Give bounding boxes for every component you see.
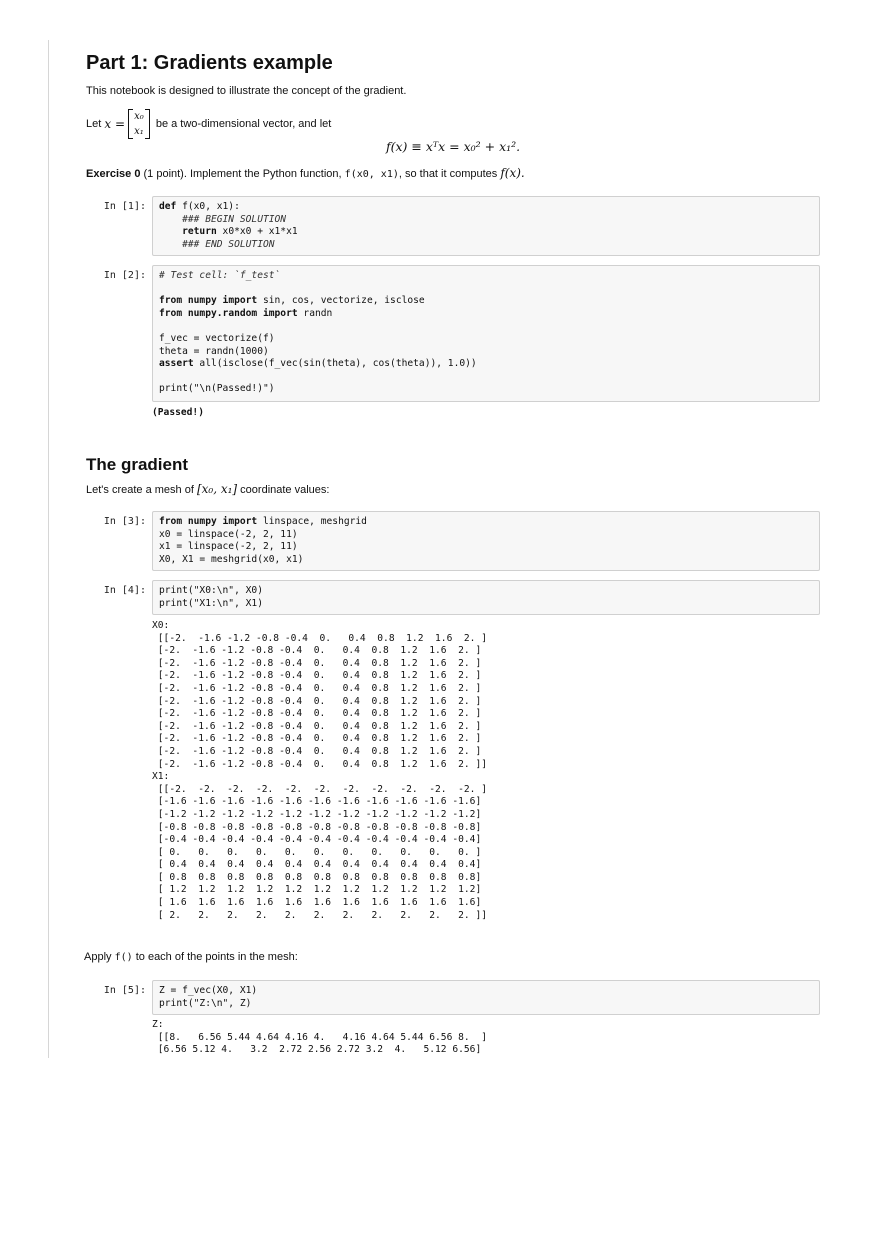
formula-f: f(x) ≡ xᵀx = x₀² + x₁². [386, 139, 521, 154]
code-line: x0*x0 + x1*x1 [216, 226, 298, 238]
apply-text-a: Apply [84, 951, 112, 963]
exercise-label: Exercise 0 [86, 168, 141, 180]
kw-import: import [222, 516, 258, 527]
code-comment: # Test cell: `f_test` [159, 270, 281, 281]
code-line: f(x0, x1): [176, 201, 240, 212]
cell-prompt: In [1]: [103, 201, 146, 212]
code-line: randn [297, 307, 333, 319]
mesh-text-b: coordinate values: [240, 484, 330, 496]
apply-line [84, 950, 298, 965]
code-line: linspace, meshgrid [257, 516, 367, 527]
code-editor[interactable] [152, 980, 820, 1015]
output-text: (Passed!) [152, 407, 204, 418]
code-line: f_vec = vectorize(f) [159, 332, 275, 344]
mesh-line [86, 482, 329, 497]
code-line: x0 = linspace(-2, 2, 11) [159, 528, 298, 540]
intro-text: This notebook is designed to illustrate the concept of the gradient. [86, 85, 407, 97]
code-line: print("\n(Passed!)") [159, 383, 275, 395]
mesh-math: [x₀, x₁] [196, 482, 238, 496]
cell-prompt: In [4]: [103, 585, 146, 596]
code-line: X0, X1 = meshgrid(x0, x1) [159, 553, 304, 565]
code-editor[interactable] [152, 580, 820, 615]
let-line [86, 108, 331, 140]
exercise-math: f(x). [500, 166, 525, 180]
kw-from: from [159, 295, 183, 307]
code-comment: ### END SOLUTION [159, 238, 275, 250]
kw-return: return [182, 226, 217, 238]
code-line: all(isclose(f_vec(sin(theta), cos(theta)), 1.0)) [193, 358, 477, 370]
vector-entries [134, 109, 144, 139]
output-text: Z: [[8. 6.56 5.44 4.64 4.16 4. 4.16 4.64 5.44 6.56 8. ] [6.56 5.12 4. 3.2 2.72 2.56 2.72 3.2 4. 5.12 6.56] [152, 1019, 488, 1056]
code-line: x1 = linspace(-2, 2, 11) [159, 541, 298, 553]
apply-code: f() [114, 952, 133, 963]
exercise-points: (1 point). Implement the Python function, [140, 168, 345, 180]
left-margin-rule [48, 40, 49, 1058]
cell-output [152, 1019, 820, 1057]
apply-text-b: to each of the points in the mesh: [135, 951, 298, 963]
module-name: numpy [182, 516, 223, 527]
cell-output [152, 620, 820, 922]
cell-output [152, 407, 820, 420]
module-name: numpy [182, 295, 223, 307]
code-editor[interactable] [152, 265, 820, 402]
let-x-eq: x = [104, 117, 125, 131]
mesh-text-a: Let's create a mesh of [86, 484, 194, 496]
module-name: numpy.random [182, 307, 263, 319]
code-line: sin, cos, vectorize, isclose [257, 295, 425, 307]
cell-prompt: In [3]: [103, 516, 146, 527]
vec-x0: x₀ [134, 111, 144, 122]
heading-part1: Part 1: Gradients example [86, 52, 333, 74]
code-line: print("Z:\n", Z) [159, 997, 252, 1009]
let-rest: be a two-dimensional vector, and let [155, 118, 332, 130]
kw-assert: assert [159, 358, 194, 370]
heading-gradient: The gradient [86, 455, 189, 474]
let-word: Let [86, 118, 102, 130]
exercise-line [86, 166, 525, 182]
kw-import: import [222, 295, 258, 307]
code-line: theta = randn(1000) [159, 345, 269, 357]
code-editor[interactable] [152, 196, 820, 256]
code-line: print("X1:\n", X1) [159, 597, 263, 609]
exercise-code: f(x0, x1) [344, 169, 399, 180]
kw-from: from [159, 307, 183, 319]
code-comment: ### BEGIN SOLUTION [159, 213, 287, 225]
cell-prompt: In [5]: [103, 985, 146, 996]
code-line: Z = f_vec(X0, X1) [159, 985, 258, 996]
vec-x1: x₁ [134, 126, 144, 137]
output-text: X0: [[-2. -1.6 -1.2 -0.8 -0.4 0. 0.4 0.8 1.2 1.6 2. ] [-2. -1.6 -1.2 -0.8 -0.4 0. 0.4 0.8 1.2 1.6 2. ] [-2. -1.6 -1.2 -0.8 -0.4 0. 0.4 0.8 1.2 1.6 2. ] [-2. -1.6 -1.2 -0.8 -0.4 0. 0.4 0.8 1.2 1.6 2. ] [-2. -1.6 -1.2 -0.8 -0.4 0. 0.4 0.8 1.2 1.6 2. ] [-2. -1.6 -1.2 -0.8 -0.4 0. 0.4 0.8 1.2 1.6 2. ] [-2. -1.6 -1.2 -0.8 -0.4 0. 0.4 0.8 1.2 1.6 2. ] [-2. -1.6 -1.2 -0.8 -0.4 0. 0.4 0.8 1.2 1.6 2. ] [-2. -1.6 -1.2 -0.8 -0.4 0. 0.4 0.8 1.2 1.6 2. ] [-2. -1.6 -1.2 -0.8 -0.4 0. 0.4 0.8 1.2 1.6 2. ] [-2. -1.6 -1.2 -0.8 -0.4 0. 0.4 0.8 1.2 1.6 2. ]] X1: [[-2. -2. -2. -2. -2. -2. -2. -2. -2. -2. -2. ] [-1.6 -1.6 -1.6 -1.6 -1.6 -1.6 -1.6 -1.6 -1.6 -1.6 -1.6] [-1.2 -1.2 -1.2 -1.2 -1.2 -1.2 -1.2 -1.2 -1.2 -1.2 -1.2] [-0.8 -0.8 -0.8 -0.8 -0.8 -0.8 -0.8 -0.8 -0.8 -0.8 -0.8] [-0.4 -0.4 -0.4 -0.4 -0.4 -0.4 -0.4 -0.4 -0.4 -0.4 -0.4] [ 0. 0. 0. 0. 0. 0. 0. 0. 0. 0. 0. ] [ 0.4 0.4 0.4 0.4 0.4 0.4 0.4 0.4 0.4 0.4 0.4] [ 0.8 0.8 0.8 0.8 0.8 0.8 0.8 0.8 0.8 0.8 0.8] [ 1.2 1.2 1.2 1.2 1.2 1.2 1.2 1.2 1.2 1.2 1.2] [ 1.6 1.6 1.6 1.6 1.6 1.6 1.6 1.6 1.6 1.6 1.6] [ 2. 2. 2. 2. 2. 2. 2. 2. 2. 2. 2. ]] [152, 620, 488, 921]
kw-from: from [159, 516, 183, 527]
code-editor[interactable] [152, 511, 820, 571]
code-line: print("X0:\n", X0) [159, 585, 263, 596]
exercise-rest: , so that it computes [398, 168, 501, 180]
cell-prompt: In [2]: [103, 270, 146, 281]
kw-def: def [159, 201, 177, 212]
vector-bracket [128, 109, 150, 139]
kw-import: import [262, 307, 298, 319]
